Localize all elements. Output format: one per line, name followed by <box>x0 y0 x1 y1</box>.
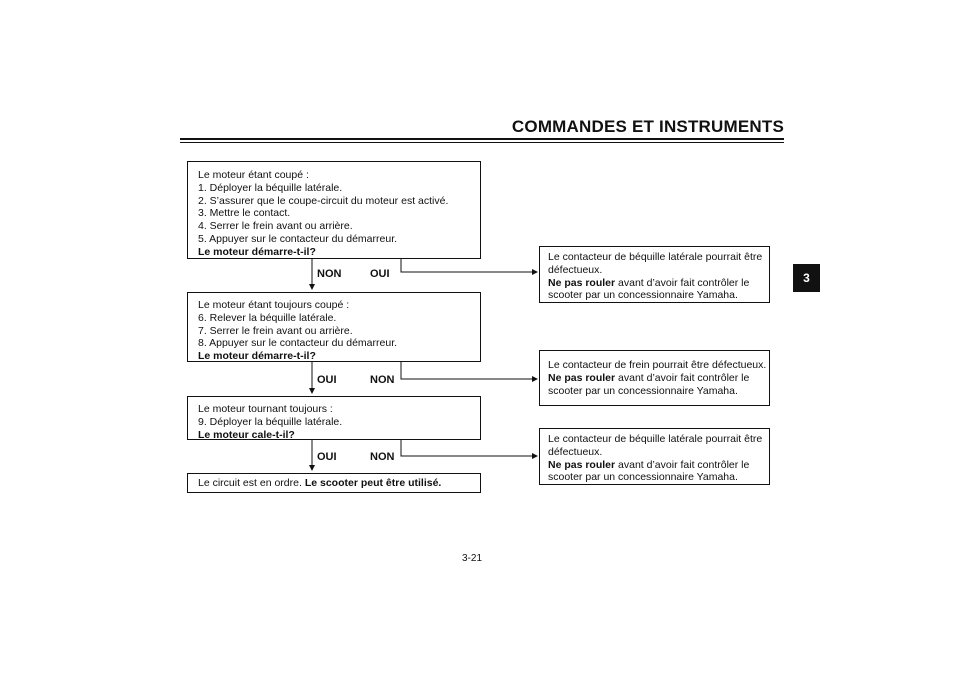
chapter-tab: 3 <box>793 264 820 292</box>
result3-line1: Le contacteur de béquille latérale pourrait être <box>548 433 763 445</box>
label-oui-2: OUI <box>317 374 337 386</box>
result-box-2 <box>539 350 770 406</box>
step-box-2 <box>187 292 481 362</box>
box1-line: 3. Mettre le contact. <box>198 207 291 220</box>
step-box-1 <box>187 161 481 259</box>
box3-line: 9. Déployer la béquille latérale. <box>198 415 343 428</box>
connector-right-1 <box>401 259 537 272</box>
box2-question: Le moteur démarre-t-il? <box>198 350 316 363</box>
connector-right-3 <box>401 440 537 456</box>
result1-rest: avant d’avoir fait contrôler le <box>615 276 750 289</box>
box4-text: Le circuit est en ordre. <box>198 477 302 489</box>
result1-line4: scooter par un concessionnaire Yamaha. <box>548 289 738 302</box>
label-non-3: NON <box>370 451 395 463</box>
result3-rest: avant d’avoir fait contrôler le <box>615 458 750 471</box>
page-number: 3-21 <box>462 553 483 564</box>
result2-bold: Ne pas rouler <box>548 371 616 384</box>
result1-line2: défectueux. <box>548 263 603 276</box>
result-box-3 <box>539 428 770 485</box>
box1-line: 2. S’assurer que le coupe-circuit du moteur est activé. <box>198 194 449 207</box>
result2-rest: avant d’avoir fait contrôler le <box>615 371 750 384</box>
box1-line: 5. Appuyer sur le contacteur du démarreur. <box>198 232 398 245</box>
label-non-2: NON <box>370 374 395 386</box>
result-box-1 <box>539 246 770 303</box>
result3-line2: défectueux. <box>548 445 603 458</box>
box2-line: 8. Appuyer sur le contacteur du démarreur. <box>198 337 398 350</box>
step-box-4 <box>187 473 481 493</box>
result1-bold: Ne pas rouler <box>548 276 616 289</box>
box3-question: Le moteur cale-t-il? <box>198 428 295 441</box>
step-box-3 <box>187 396 481 440</box>
result2-line4: scooter par un concessionnaire Yamaha. <box>548 384 738 397</box>
label-non-1: NON <box>317 268 342 280</box>
box1-line: Le moteur étant coupé : <box>198 169 309 181</box>
box1-line: 1. Déployer la béquille latérale. <box>198 181 343 194</box>
connector-right-2 <box>401 362 537 379</box>
box2-line: 7. Serrer le frein avant ou arrière. <box>198 324 353 337</box>
box1-line: 4. Serrer le frein avant ou arrière. <box>198 220 353 233</box>
box1-question: Le moteur démarre-t-il? <box>198 245 316 258</box>
result1-line1: Le contacteur de béquille latérale pourrait être <box>548 251 763 263</box>
box2-line: Le moteur étant toujours coupé : <box>198 299 350 311</box>
label-oui-3: OUI <box>317 451 337 463</box>
result2-line1: Le contacteur de frein pourrait être défectueux. <box>548 359 767 371</box>
result3-bold: Ne pas rouler <box>548 458 616 471</box>
box4-bold: Le scooter peut être utilisé. <box>304 477 442 489</box>
box2-line: 6. Relever la béquille latérale. <box>198 311 337 324</box>
label-oui-1: OUI <box>370 268 390 280</box>
page-header-title: COMMANDES ET INSTRUMENTS <box>511 117 784 136</box>
box3-line: Le moteur tournant toujours : <box>198 403 333 415</box>
result3-line4: scooter par un concessionnaire Yamaha. <box>548 471 738 484</box>
